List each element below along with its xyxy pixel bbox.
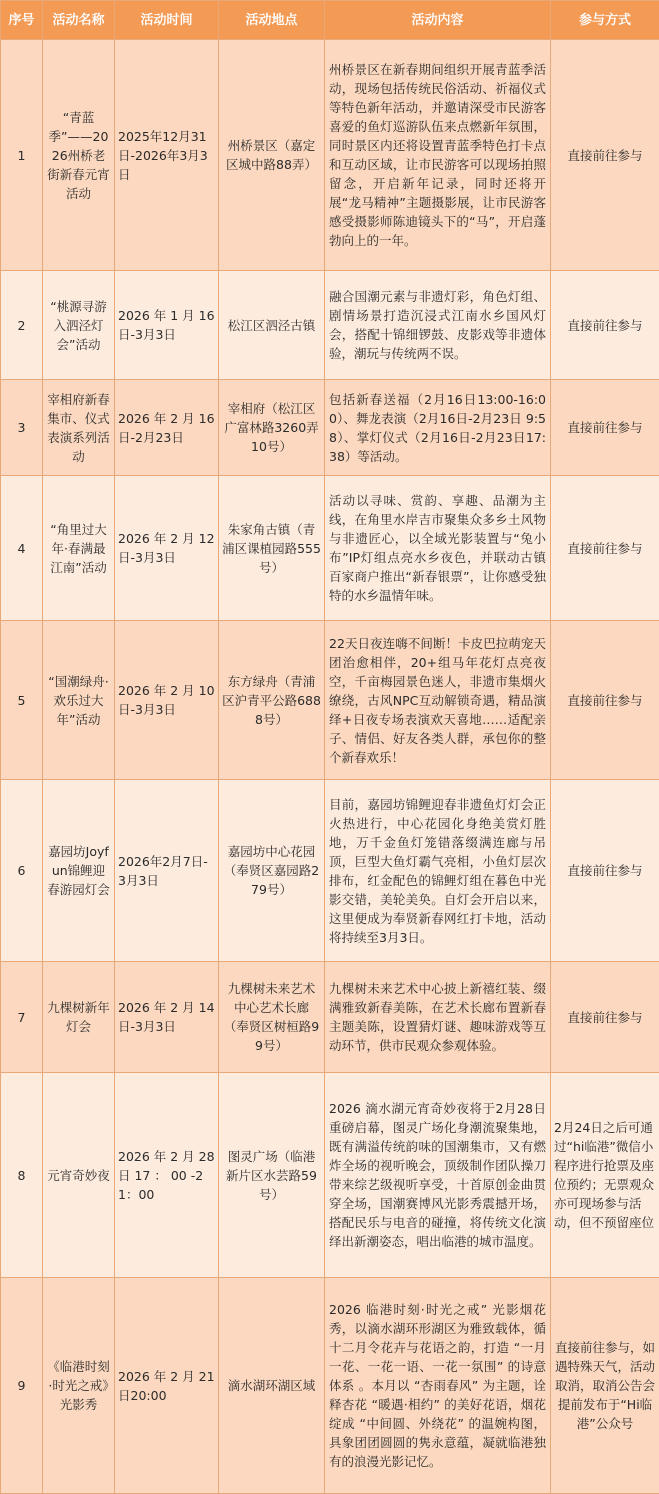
- row-content: 活动以寻味、赏韵、享趣、品潮为主线，在角里水岸吉市聚集众多乡土风物与非遗匠心，以全域光影装置与“兔小布”IP灯组点亮水乡夜色，并联动古镇百家商户推出“新春银票”，让你感受独特的水乡温情年味。: [325, 476, 551, 621]
- row-place: 朱家角古镇（青浦区课植园路555号）: [219, 476, 325, 621]
- row-name: “国潮绿舟·欢乐过大年”活动: [43, 621, 115, 780]
- row-place: 松江区泗泾古镇: [219, 271, 325, 380]
- row-mode: 2月24日之后可通过“hi临港”微信小程序进行抢票及座位预约；无票观众亦可现场参与活动，但不预留座位: [551, 1073, 659, 1278]
- header-index: 序号: [1, 1, 43, 40]
- row-name: 嘉园坊Joyfun锦鲤迎春游园灯会: [43, 780, 115, 962]
- row-mode: 直接前往参与: [551, 40, 659, 271]
- row-time: 2026 年 2 月 10日-3月3日: [115, 621, 219, 780]
- row-name: 元宵奇妙夜: [43, 1073, 115, 1278]
- row-place: 嘉园坊中心花园（奉贤区嘉园路279号）: [219, 780, 325, 962]
- row-name: 《临港时刻·时光之戒》光影秀: [43, 1278, 115, 1494]
- row-mode: 直接前往参与: [551, 271, 659, 380]
- table-row: [1, 1073, 659, 1278]
- table-row: [1, 271, 659, 380]
- row-mode: 直接前往参与: [551, 380, 659, 476]
- row-name: 九棵树新年灯会: [43, 962, 115, 1073]
- row-mode: 直接前往参与: [551, 780, 659, 962]
- row-content: 九棵树未来艺术中心披上新禧红装、缀满雅致新春美陈，在艺术长廊布置新春主题美陈，设置猜灯谜、趣味游戏等互动环节，供市民观众参观体验。: [325, 962, 551, 1073]
- row-index: 7: [1, 962, 43, 1073]
- row-name: “桃源寻游入泗泾灯会”活动: [43, 271, 115, 380]
- row-place: 宰相府（松江区广富林路3260弄10号）: [219, 380, 325, 476]
- row-time: 2026 年 2 月 12日-3月3日: [115, 476, 219, 621]
- row-time: 2026 年 2 月 28日 17 ： 00 -21：00: [115, 1073, 219, 1278]
- row-time: 2026 年 1 月 16日-3月3日: [115, 271, 219, 380]
- table-row: [1, 1278, 659, 1494]
- row-index: 1: [1, 40, 43, 271]
- row-content: 州桥景区在新春期间组织开展青蓝季活动，现场包括传统民俗活动、祈福仪式等特色新年活动，并邀请深受市民游客喜爱的鱼灯巡游队伍来点燃新年氛围，同时景区内还将设置青蓝季特色打卡点和互动区域，让市民游客可以现场拍照留念，开启新年记录，同时还将开展“龙马精神”主题摄影展，让市民游客感受摄影师陈迪镜头下的“马”，开启蓬勃向上的一年。: [325, 40, 551, 271]
- row-time: 2026 年 2 月 21日20:00: [115, 1278, 219, 1494]
- table-row: [1, 962, 659, 1073]
- row-name: “青蓝季”——2026州桥老街新春元宵活动: [43, 40, 115, 271]
- row-place: 滴水湖环湖区域: [219, 1278, 325, 1494]
- row-time: 2026 年 2 月 14日-3月3日: [115, 962, 219, 1073]
- header-mode: 参与方式: [551, 1, 659, 40]
- header-content: 活动内容: [325, 1, 551, 40]
- table-row: [1, 621, 659, 780]
- row-time: 2026年2月7日-3月3日: [115, 780, 219, 962]
- table-header-row: [1, 1, 659, 40]
- row-place: 东方绿舟（青浦区沪青平公路6888号）: [219, 621, 325, 780]
- row-index: 9: [1, 1278, 43, 1494]
- row-index: 5: [1, 621, 43, 780]
- row-index: 3: [1, 380, 43, 476]
- row-content: 2026 临港时刻·时光之戒” 光影烟花秀，以滴水湖环形湖区为雅致载体，循十二月令花卉与花语之韵，打造 “一月一花、一花一语、一花一氛围” 的诗意体系 。本月以 “杏雨春风” 为主题，诠释杏花 “暖遇·相约” 的美好花语，烟花绽成 “中间圆、外绕花” 的温婉构图，具象团团圆圆的隽永意蕴，凝就临港独有的浪漫光影记忆。: [325, 1278, 551, 1494]
- table-row: [1, 40, 659, 271]
- row-content: 融合国潮元素与非遗灯彩，角色灯组、剧情场景打造沉浸式江南水乡国风灯会，搭配十锦细锣鼓、皮影戏等非遗体验，潮玩与传统两不误。: [325, 271, 551, 380]
- header-name: 活动名称: [43, 1, 115, 40]
- row-mode: 直接前往参与，如遇特殊天气，活动取消，取消公告会提前发布于“Hi临港”公众号: [551, 1278, 659, 1494]
- row-index: 4: [1, 476, 43, 621]
- table-row: [1, 476, 659, 621]
- header-time: 活动时间: [115, 1, 219, 40]
- table-row: [1, 780, 659, 962]
- row-place: 图灵广场（临港新片区水芸路59号）: [219, 1073, 325, 1278]
- row-index: 2: [1, 271, 43, 380]
- row-place: 九棵树未来艺术中心艺术长廊（奉贤区树桓路99号）: [219, 962, 325, 1073]
- row-content: 22天日夜连嗨不间断！卡皮巴拉萌宠天团治愈相伴，20+组马年花灯点亮夜空，千亩梅园景色迷人，非遗市集烟火缭绕，古风NPC互动解锁奇遇，精品演绎+日夜专场表演欢天喜地……适配亲子、情侣、好友各类人群，承包你的整个新春欢乐！: [325, 621, 551, 780]
- row-index: 6: [1, 780, 43, 962]
- row-time: 2026 年 2 月 16日-2月23日: [115, 380, 219, 476]
- table-row: [1, 380, 659, 476]
- row-content: 目前，嘉园坊锦鲤迎春非遗鱼灯灯会正火热进行，中心花园化身绝美赏灯胜地，万千金鱼灯笼错落缀满连廊与吊顶，巨型大鱼灯霸气亮相，小鱼灯层次排布，红金配色的锦鲤灯组在暮色中光影交错，美轮美奂。自灯会开启以来，这里便成为奉贤新春网红打卡地，活动将持续至3月3日。: [325, 780, 551, 962]
- row-name: “角里过大年·春满最江南”活动: [43, 476, 115, 621]
- row-index: 8: [1, 1073, 43, 1278]
- header-place: 活动地点: [219, 1, 325, 40]
- row-name: 宰相府新春集市、仪式表演系列活动: [43, 380, 115, 476]
- row-mode: 直接前往参与: [551, 621, 659, 780]
- row-time: 2025年12月31日-2026年3月3日: [115, 40, 219, 271]
- row-content: 2026 滴水湖元宵奇妙夜将于2月28日重磅启幕，图灵广场化身潮流聚集地，既有满溢传统韵味的国潮集市，又有燃炸全场的视听晚会，顶级制作团队操刀带来综艺级视听享受，十首原创金曲贯穿全场，国潮赛博风光影秀震撼开场，搭配民乐与电音的碰撞，将传统文化演绎出新潮姿态，唱出临港的城市温度。: [325, 1073, 551, 1278]
- row-content: 包括新春送福（2月16日13:00-16:00）、舞龙表演（2月16日-2月23日 9:58）、掌灯仪式（2月16日-2月23日17:38）等活动。: [325, 380, 551, 476]
- row-mode: 直接前往参与: [551, 476, 659, 621]
- row-mode: 直接前往参与: [551, 962, 659, 1073]
- row-place: 州桥景区（嘉定区城中路88弄）: [219, 40, 325, 271]
